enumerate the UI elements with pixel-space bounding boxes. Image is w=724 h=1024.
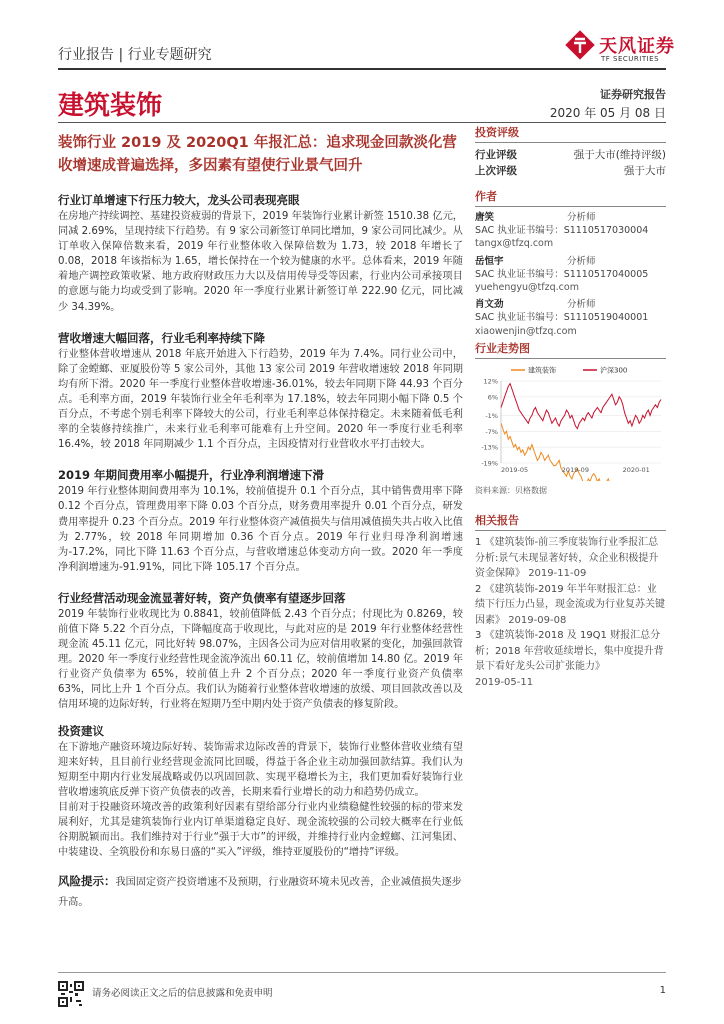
y-tick-label: 12%: [483, 377, 498, 386]
divider: [475, 206, 666, 207]
report-date: 2020 年 05 月 08 日: [549, 106, 666, 120]
section-heading: 营收增速大幅回落，行业毛利率持续下降: [58, 330, 265, 345]
analyst-role: 分析师: [567, 299, 596, 311]
y-tick-label: -13%: [481, 443, 498, 452]
rating-box: [475, 124, 666, 179]
header-rule: [58, 68, 666, 70]
section-risk: [58, 870, 463, 910]
section-orders: [58, 192, 463, 315]
chart-source: 资料来源：贝格数据: [475, 486, 547, 495]
section-body: 我国固定资产投资增速不及预期，行业融资环境未见改善，企业减值损失逐步升高。: [58, 877, 462, 909]
section-expenses: [58, 467, 463, 575]
section-revenue: [58, 330, 463, 453]
footer-rule: [58, 972, 666, 973]
analyst-cert: SAC 执业证书编号：S1110517030004: [475, 225, 649, 237]
section-body: 2019 年行业整体期间费用率为 10.1%，较前值提升 0.1 个百分点，其中销售费用率下降 0.12 个百分点，管理费用率下降 0.03 个百分点，财务费用率提升 0.01 个百分点，研发费用率提升 0.23 个百分点。2019 年行业整体资产减值损失与信用减值损失共占收入比值为 2.77%，较 2018 年同期增加 0.36 个百分点。2019 年行业归母净利润增速为-17.2%，同比下降 11.63 个百分点，与营收增速总体变动方向一致。2020 年一季度净利润增速为-91.91%，同比下降 105.17 个百分点。: [58, 486, 463, 573]
section-heading: 行业订单增速下行压力较大，龙头公司表现亮眼: [58, 193, 300, 207]
analyst-role: 分析师: [567, 255, 596, 267]
report-type: 证券研究报告: [600, 88, 666, 101]
analyst-name: 岳恒宇: [475, 255, 504, 267]
qr-code-icon: [58, 981, 84, 1007]
brand-logo: [565, 28, 675, 68]
authors-heading: 作者: [475, 190, 497, 203]
main-column: [58, 192, 463, 910]
section-body: 在下游地产融资环境边际好转、装饰需求边际改善的背景下，装饰行业整体营收业绩有望迎来好转，且目前行业经营现金流同比回暖，得益于各企业主动加强回款结算。我们认为短期至中期内行业发展战略或仍以巩固回款、实现平稳增长为主，我们更加看好装饰行业营收增速筑底反弹下资产负债表的改善，长期来看行业增长的动力和趋势仍成立。: [58, 741, 463, 798]
analyst-card: [475, 211, 666, 251]
sector-title: 建筑装饰: [58, 91, 163, 121]
related-item[interactable]: [475, 582, 666, 629]
logo-text: 天风证券: [599, 36, 675, 57]
analyst-role: 分析师: [567, 212, 596, 223]
section-heading: 风险提示：: [58, 874, 116, 889]
analyst-card: [475, 298, 666, 338]
related-item[interactable]: [475, 535, 666, 582]
analyst-email[interactable]: xiaowenjin@tfzq.com: [475, 325, 577, 337]
logo-subtext: TF SECURITIES: [601, 55, 660, 63]
section-body: 行业整体营收增速从 2018 年底开始进入下行趋势，2019 年为 7.4%。同行业公司中，除了金螳螂、亚厦股份等 5 家公司外，其他 13 家公司 2019 年营收增速较 2018 年同期均有所下滑。2020 年一季度行业整体营收增速-36.01%，较去年同期下降 44.93 个百分点。毛利率方面，2019 年装饰行业全年毛利率为 17.18%，较去年同期小幅下降 0.5 个百分点，不考虑个别毛利率下降较大的公司，行业毛利率总体保持稳定。未来随着低毛利率的全装修持续推广，未来行业毛利率可能难有上升空间。2020 年一季度行业毛利率 16.4%，较 2018 年同期减少 1.1 个百分点，主因疫情对行业营收水平打击较大。: [58, 348, 463, 451]
prev-rating-row: [475, 163, 666, 179]
related-title[interactable]: 1 《建筑装饰-前三季度装饰行业季报汇总分析:景气未现显著好转，众企业积极提升资金保障》: [475, 537, 659, 579]
divider: [475, 358, 666, 359]
footer-disclaimer[interactable]: 请务必阅读正文之后的信息披露和免责申明: [92, 988, 273, 999]
section-heading: 行业经营活动现金流显著好转，资产负债率有望逐步回落: [58, 590, 346, 605]
trend-heading: 行业走势图: [475, 342, 530, 355]
industry-rating-row: [475, 147, 666, 163]
title-rule: [58, 122, 666, 123]
related-title[interactable]: 2 《建筑装饰-2019 年半年财报汇总：业绩下行压力凸显，现金流或为行业复苏关键因素》: [475, 583, 665, 626]
related-date: 2019-05-11: [475, 676, 534, 688]
x-tick-label: 2020-01: [622, 466, 650, 474]
analyst-email[interactable]: tangx@tfzq.com: [475, 238, 554, 250]
analyst-email[interactable]: yuehengyu@tfzq.com: [475, 282, 579, 294]
trend-chart: [475, 363, 666, 481]
rating-heading: 投资评级: [475, 126, 519, 139]
prev-rating-value: 强于大市: [624, 165, 666, 177]
divider: [475, 530, 666, 531]
x-tick-label: 2019-09: [561, 466, 589, 474]
y-tick-label: 6%: [487, 393, 498, 402]
analyst-name: 肖文劲: [475, 299, 504, 311]
authors-box: [475, 188, 666, 342]
analyst-name: 唐笑: [475, 212, 495, 223]
industry-rating-label: 行业评级: [475, 149, 517, 161]
related-title[interactable]: 3 《建筑装饰-2018 及 19Q1 财报汇总分析；2018 年营收延续增长，集中度提升背景下看好龙头公司扩张能力》: [475, 630, 664, 672]
related-heading: 相关报告: [475, 514, 519, 527]
analyst-cert: SAC 执业证书编号：S1110519040001: [475, 312, 649, 324]
y-tick-label: -1%: [485, 411, 498, 420]
series-line: [501, 384, 661, 429]
section-heading: 2019 年期间费用率小幅提升，行业净利润增速下滑: [58, 468, 325, 483]
trend-box: [475, 340, 666, 496]
y-tick-label: -7%: [485, 427, 498, 436]
divider: [475, 142, 666, 143]
report-title: 装饰行业 2019 及 2020Q1 年报汇总：追求现金回款淡化营收增速成普遍选择，多因素有望使行业景气回升: [58, 135, 457, 174]
legend-label: 建筑装饰: [528, 366, 556, 375]
report-category: 行业报告 | 行业专题研究: [58, 47, 212, 63]
section-heading: 投资建议: [58, 723, 104, 738]
analyst-cert: SAC 执业证书编号：S1110517040005: [475, 268, 649, 280]
section-body: 在房地产持续调控、基建投资疲弱的背景下，2019 年装饰行业累计新签 1510.38 亿元，同减 2.69%，呈现持续下行趋势。有 9 家公司新签订单同比增加，9 家公司同比减少。从订单收入保障倍数来看，2019 年行业整体收入保障倍数为 1.73，较 2018 年增长了 0.08，2018 年该指标为 1.65，增长保持在一个较为健康的水平。总体看来，2019 年随着地产调控政策收紧、地方政府财政压力大以及信用传导受等因素，行业内公司承接项目的意愿与能力均或受到了影响。2020 年一季度行业累计新签订单 222.90 亿元，同比减少 34.39%。: [58, 211, 463, 313]
analyst-card: [475, 255, 666, 295]
legend-label: 沪深300: [600, 366, 628, 375]
tf-logo-icon: [565, 30, 595, 60]
y-tick-label: -19%: [481, 459, 498, 468]
section-body-2: 目前对于投融资环境改善的政策利好因素有望给部分行业内业绩稳健性较强的标的带来发展利好，尤其是建筑装饰行业内订单渠道稳定良好、现金流较强的公司较大概率在行业低谷期脱颖而出。我们维持对于行业“强于大市”的评级，并维持行业内金螳螂、江河集团、中装建设、全筑股份和东易日盛的“买入”评级，维持亚厦股份的“增持”评级。: [58, 801, 463, 859]
related-box: [475, 512, 666, 690]
prev-rating-label: 上次评级: [475, 165, 517, 177]
related-item[interactable]: [475, 628, 666, 690]
related-date: 2019-09-08: [508, 614, 567, 626]
industry-rating-value: 强于大市(维持评级): [573, 149, 666, 161]
section-cashflow: [58, 590, 463, 713]
page-number: 1: [659, 985, 666, 996]
section-body: 2019 年装饰行业收现比为 0.8841，较前值降低 2.43 个百分点；付现比为 0.8269，较前值下降 5.22 个百分点，下降幅度高于收现比，与此对应的是 2019 年行业整体经营性现金流 45.11 亿元，同比好转 98.07%，主因各公司为应对信用收紧的变化，加强回款管理。2020 年一季度行业经营性现金流净流出 60.11 亿，较前值增加 14.80 亿。2019 年行业资产负债率为 65%，较前值上升 2 个百分点；2020 年一季度行业资产负债率 63%，同比上升 1 个百分点。我们认为随着行业整体营收增速的放缓、项目回款改善以及信用环境的边际好转，行业将在短期乃至中期内处于资产负债表的修复阶段。: [58, 608, 463, 711]
related-date: 2019-11-09: [528, 568, 587, 579]
section-investment: [58, 723, 463, 861]
x-tick-label: 2019-05: [501, 466, 529, 474]
